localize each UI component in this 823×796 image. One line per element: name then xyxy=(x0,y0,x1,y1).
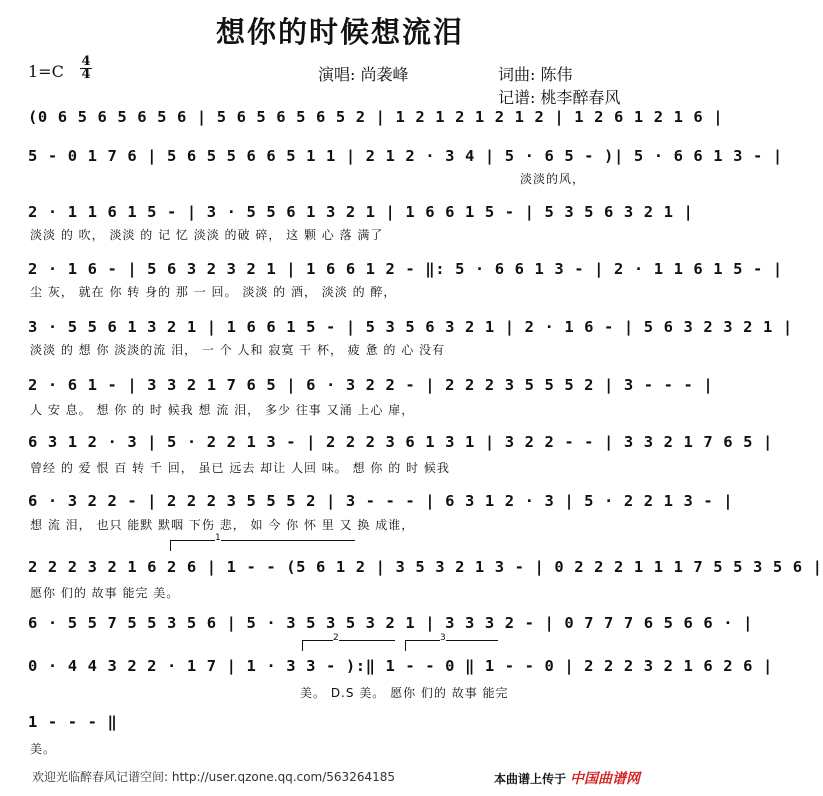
notation-row-1: (0 6 5 6 5 6 5 6 | 5 6 5 6 5 6 5 2 | 1 2 1 2 1 2 1 2 | 1 2 6 1 2 1 6 | xyxy=(28,108,724,126)
brand-name: 中国曲谱网 xyxy=(570,771,640,787)
volta-number-3: 3 xyxy=(440,633,446,643)
volta-number-1: 1 xyxy=(215,533,221,543)
notation-row-12: 1 - - - ‖ xyxy=(28,713,118,731)
lyric-row-12: 美。 xyxy=(30,742,57,756)
notation-row-2: 5 - 0 1 7 6 | 5 6 5 5 6 6 5 1 1 | 2 1 2 · 3 4 | 5 · 6 5 - )| 5 · 6 6 1 3 - | xyxy=(28,147,783,165)
lyric-row-4: 尘 灰， 就在 你 转 身的 那 一 回。 淡淡 的 酒， 淡淡 的 醉， xyxy=(30,285,397,299)
lyric-row-8: 想 流 泪， 也只 能默 默咽 下伤 悲， 如 今 你 怀 里 又 换 成谁， xyxy=(30,518,415,532)
notation-row-11: 0 · 4 4 3 2 2 · 1 7 | 1 · 3 3 - ):‖ 1 - - 0 ‖ 1 - - 0 | 2 2 2 3 2 1 6 2 6 | xyxy=(28,657,773,675)
notation-row-5: 3 · 5 5 6 1 3 2 1 | 1 6 6 1 5 - | 5 3 5 6 3 2 1 | 2 · 1 6 - | 5 6 3 2 3 2 1 | xyxy=(28,318,793,336)
notation-row-8: 6 · 3 2 2 - | 2 2 2 3 5 5 5 2 | 3 - - - | 6 3 1 2 · 3 | 5 · 2 2 1 3 - | xyxy=(28,492,734,510)
notation-row-4: 2 · 1 6 - | 5 6 3 2 3 2 1 | 1 6 6 1 2 - ‖: 5 · 6 6 1 3 - | 2 · 1 1 6 1 5 - | xyxy=(28,260,783,278)
lyric-row-9: 愿你 们的 故事 能完 美。 xyxy=(30,586,180,600)
lyric-row-6: 人 安 息。 想 你 的 时 候我 想 流 泪， 多少 往事 又涌 上心 扉， xyxy=(30,403,415,417)
volta-number-2: 2 xyxy=(333,633,339,643)
key-signature xyxy=(28,62,64,81)
singer-credit: 演唱: 尚袭峰 xyxy=(318,65,409,84)
composer-credit: 词曲: 陈伟 xyxy=(498,65,573,84)
song-title: 想你的时候想流泪 xyxy=(215,15,464,49)
volta-bracket-1 xyxy=(170,533,355,551)
site-logo xyxy=(494,768,640,788)
time-signature-top: 4 xyxy=(81,54,91,69)
footer-credit: 欢迎光临醉春风记谱空间: http://user.qzone.qq.com/563264185 xyxy=(32,770,396,784)
lyric-row-5: 淡淡 的 想 你 淡淡的流 泪， 一 个 人和 寂寞 干 杯， 疲 惫 的 心 没有 xyxy=(30,343,446,357)
volta-bracket-3 xyxy=(405,633,498,651)
upload-label: 本曲谱上传于 xyxy=(493,772,566,786)
transcriber-credit: 记谱: 桃李醉春风 xyxy=(498,88,621,107)
notation-row-6: 2 · 6 1 - | 3 3 2 1 7 6 5 | 6 · 3 2 2 - | 2 2 2 3 5 5 5 2 | 3 - - - | xyxy=(28,376,714,394)
lyric-row-3: 淡淡 的 吹， 淡淡 的 记 忆 淡淡 的破 碎， 这 颗 心 落 满了 xyxy=(30,228,384,242)
notation-row-10: 6 · 5 5 7 5 5 3 5 6 | 5 · 3 5 3 5 3 2 1 | 3 3 3 2 - | 0 7 7 7 6 5 6 6 · | xyxy=(28,614,754,632)
notation-row-3: 2 · 1 1 6 1 5 - | 3 · 5 5 6 1 3 2 1 | 1 6 6 1 5 - | 5 3 5 6 3 2 1 | xyxy=(28,203,694,221)
lyric-row-11: 美。 D.S 美。 愿你 们的 故事 能完 xyxy=(300,686,509,700)
time-signature xyxy=(80,56,92,81)
notation-row-9: 2 2 2 3 2 1 6 2 6 | 1 - - (5 6 1 2 | 3 5 3 2 1 3 - | 0 2 2 2 1 1 1 7 5 5 3 5 6 | xyxy=(28,558,823,576)
lyric-row-2: 淡淡的风， xyxy=(520,172,586,186)
key-label: 1=C xyxy=(28,62,64,81)
time-signature-bottom: 4 xyxy=(81,67,91,82)
lyric-row-7: 曾经 的 爱 恨 百 转 千 回， 虽已 远去 却让 人回 味。 想 你 的 时 候我 xyxy=(30,461,450,475)
volta-bracket-2 xyxy=(302,633,395,651)
notation-row-7: 6 3 1 2 · 3 | 5 · 2 2 1 3 - | 2 2 2 3 6 1 3 1 | 3 2 2 - - | 3 3 2 1 7 6 5 | xyxy=(28,433,773,451)
